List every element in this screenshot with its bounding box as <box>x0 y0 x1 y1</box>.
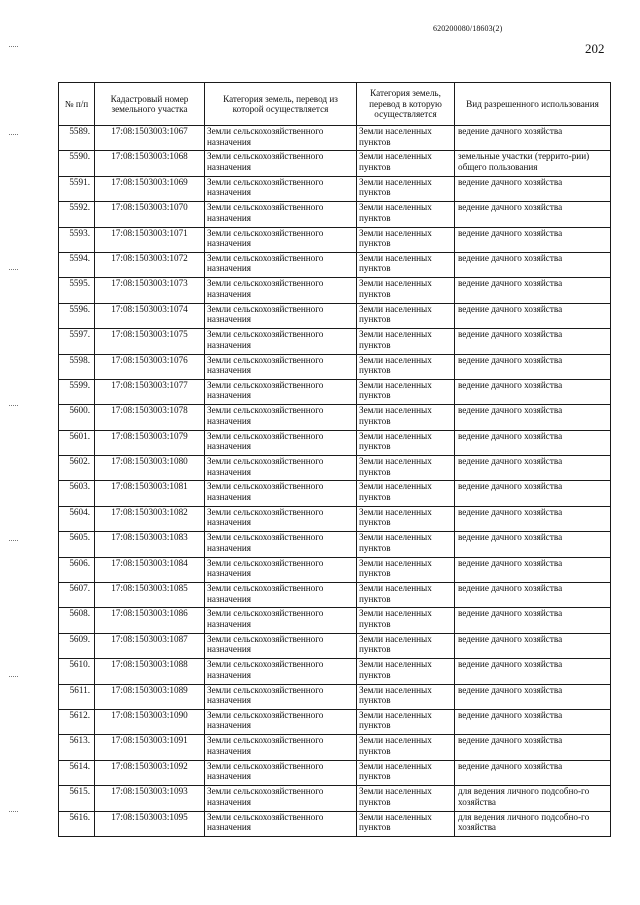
permitted-use: ведение дачного хозяйства <box>455 202 611 227</box>
table-row <box>59 202 611 227</box>
category-from: Земли сельскохозяйственного назначения <box>205 252 357 277</box>
row-number: 5597. <box>59 329 95 354</box>
cadastral-number: 17:08:1503003:1075 <box>95 329 205 354</box>
row-number: 5612. <box>59 709 95 734</box>
row-number: 5608. <box>59 608 95 633</box>
table-row <box>59 151 611 176</box>
category-from: Земли сельскохозяйственного назначения <box>205 227 357 252</box>
table-row <box>59 659 611 684</box>
table-row <box>59 176 611 201</box>
cadastral-number: 17:08:1503003:1092 <box>95 760 205 785</box>
category-from: Земли сельскохозяйственного назначения <box>205 151 357 176</box>
category-to: Земли населенных пунктов <box>357 176 455 201</box>
category-from: Земли сельскохозяйственного назначения <box>205 354 357 379</box>
category-to: Земли населенных пунктов <box>357 532 455 557</box>
row-number: 5594. <box>59 252 95 277</box>
category-from: Земли сельскохозяйственного назначения <box>205 608 357 633</box>
category-to: Земли населенных пунктов <box>357 405 455 430</box>
row-number: 5605. <box>59 532 95 557</box>
category-to: Земли населенных пунктов <box>357 633 455 658</box>
permitted-use: ведение дачного хозяйства <box>455 278 611 303</box>
permitted-use: ведение дачного хозяйства <box>455 557 611 582</box>
permitted-use: ведение дачного хозяйства <box>455 456 611 481</box>
category-from: Земли сельскохозяйственного назначения <box>205 735 357 760</box>
permitted-use: ведение дачного хозяйства <box>455 506 611 531</box>
permitted-use: ведение дачного хозяйства <box>455 176 611 201</box>
row-number: 5593. <box>59 227 95 252</box>
category-to: Земли населенных пунктов <box>357 430 455 455</box>
row-number: 5591. <box>59 176 95 201</box>
permitted-use: ведение дачного хозяйства <box>455 709 611 734</box>
cadastral-number: 17:08:1503003:1069 <box>95 176 205 201</box>
permitted-use: ведение дачного хозяйства <box>455 633 611 658</box>
row-number: 5603. <box>59 481 95 506</box>
header-permitted-use: Вид разрешенного использования <box>455 83 611 126</box>
category-from: Земли сельскохозяйственного назначения <box>205 202 357 227</box>
page-number: 202 <box>585 41 605 56</box>
category-to: Земли населенных пунктов <box>357 786 455 811</box>
table-header-row <box>59 83 611 126</box>
table-row <box>59 735 611 760</box>
row-number: 5615. <box>59 786 95 811</box>
row-number: 5604. <box>59 506 95 531</box>
cadastral-number: 17:08:1503003:1079 <box>95 430 205 455</box>
cadastral-number: 17:08:1503003:1072 <box>95 252 205 277</box>
category-to: Земли населенных пунктов <box>357 329 455 354</box>
table-row <box>59 126 611 151</box>
permitted-use: ведение дачного хозяйства <box>455 760 611 785</box>
category-from: Земли сельскохозяйственного назначения <box>205 481 357 506</box>
row-number: 5599. <box>59 379 95 404</box>
category-from: Земли сельскохозяйственного назначения <box>205 456 357 481</box>
cadastral-number: 17:08:1503003:1082 <box>95 506 205 531</box>
row-number: 5596. <box>59 303 95 328</box>
category-from: Земли сельскохозяйственного назначения <box>205 176 357 201</box>
row-number: 5600. <box>59 405 95 430</box>
cadastral-number: 17:08:1503003:1078 <box>95 405 205 430</box>
table-row <box>59 608 611 633</box>
row-number: 5592. <box>59 202 95 227</box>
margin-mark <box>9 405 18 407</box>
category-from: Земли сельскохозяйственного назначения <box>205 760 357 785</box>
category-from: Земли сельскохозяйственного назначения <box>205 811 357 836</box>
table-row <box>59 481 611 506</box>
category-from: Земли сельскохозяйственного назначения <box>205 126 357 151</box>
table-row <box>59 506 611 531</box>
cadastral-number: 17:08:1503003:1088 <box>95 659 205 684</box>
permitted-use: ведение дачного хозяйства <box>455 532 611 557</box>
category-to: Земли населенных пунктов <box>357 354 455 379</box>
category-from: Земли сельскохозяйственного назначения <box>205 430 357 455</box>
permitted-use: ведение дачного хозяйства <box>455 405 611 430</box>
category-from: Земли сельскохозяйственного назначения <box>205 557 357 582</box>
category-to: Земли населенных пунктов <box>357 202 455 227</box>
table-row <box>59 583 611 608</box>
header-category-to: Категория земель, перевод в которую осуществляется <box>357 83 455 126</box>
category-to: Земли населенных пунктов <box>357 760 455 785</box>
category-to: Земли населенных пунктов <box>357 557 455 582</box>
cadastral-number: 17:08:1503003:1083 <box>95 532 205 557</box>
cadastral-number: 17:08:1503003:1086 <box>95 608 205 633</box>
cadastral-number: 17:08:1503003:1090 <box>95 709 205 734</box>
category-to: Земли населенных пунктов <box>357 379 455 404</box>
header-cadastral: Кадастровый номер земельного участка <box>95 83 205 126</box>
category-to: Земли населенных пунктов <box>357 227 455 252</box>
category-from: Земли сельскохозяйственного назначения <box>205 633 357 658</box>
permitted-use: для ведения личного подсобно-го хозяйства <box>455 786 611 811</box>
table-row <box>59 557 611 582</box>
table-row <box>59 532 611 557</box>
category-from: Земли сельскохозяйственного назначения <box>205 709 357 734</box>
category-to: Земли населенных пунктов <box>357 278 455 303</box>
category-from: Земли сельскохозяйственного назначения <box>205 786 357 811</box>
table-row <box>59 354 611 379</box>
cadastral-number: 17:08:1503003:1071 <box>95 227 205 252</box>
cadastral-number: 17:08:1503003:1081 <box>95 481 205 506</box>
permitted-use: ведение дачного хозяйства <box>455 227 611 252</box>
permitted-use: для ведения личного подсобно-го хозяйства <box>455 811 611 836</box>
cadastral-number: 17:08:1503003:1067 <box>95 126 205 151</box>
document-id: 620200080/18603(2) <box>433 24 503 33</box>
header-category-from: Категория земель, перевод из которой осуществляется <box>205 83 357 126</box>
category-from: Земли сельскохозяйственного назначения <box>205 532 357 557</box>
table-row <box>59 709 611 734</box>
table-row <box>59 278 611 303</box>
table-row <box>59 684 611 709</box>
category-to: Земли населенных пунктов <box>357 659 455 684</box>
cadastral-number: 17:08:1503003:1068 <box>95 151 205 176</box>
category-to: Земли населенных пунктов <box>357 506 455 531</box>
category-to: Земли населенных пунктов <box>357 303 455 328</box>
table-row <box>59 405 611 430</box>
cadastral-number: 17:08:1503003:1070 <box>95 202 205 227</box>
category-to: Земли населенных пунктов <box>357 735 455 760</box>
table-row <box>59 811 611 836</box>
margin-mark <box>9 811 18 813</box>
category-to: Земли населенных пунктов <box>357 456 455 481</box>
category-from: Земли сельскохозяйственного назначения <box>205 405 357 430</box>
table-row <box>59 379 611 404</box>
row-number: 5602. <box>59 456 95 481</box>
row-number: 5609. <box>59 633 95 658</box>
permitted-use: ведение дачного хозяйства <box>455 303 611 328</box>
row-number: 5601. <box>59 430 95 455</box>
permitted-use: земельные участки (террито-рии) общего пользования <box>455 151 611 176</box>
cadastral-number: 17:08:1503003:1084 <box>95 557 205 582</box>
land-registry-table <box>58 82 611 837</box>
category-from: Земли сельскохозяйственного назначения <box>205 684 357 709</box>
row-number: 5616. <box>59 811 95 836</box>
margin-mark <box>9 269 18 271</box>
row-number: 5589. <box>59 126 95 151</box>
cadastral-number: 17:08:1503003:1087 <box>95 633 205 658</box>
table-row <box>59 303 611 328</box>
category-from: Земли сельскохозяйственного назначения <box>205 506 357 531</box>
row-number: 5611. <box>59 684 95 709</box>
cadastral-number: 17:08:1503003:1080 <box>95 456 205 481</box>
category-to: Земли населенных пунктов <box>357 583 455 608</box>
category-to: Земли населенных пунктов <box>357 709 455 734</box>
margin-mark <box>9 46 18 48</box>
permitted-use: ведение дачного хозяйства <box>455 329 611 354</box>
cadastral-number: 17:08:1503003:1073 <box>95 278 205 303</box>
permitted-use: ведение дачного хозяйства <box>455 583 611 608</box>
cadastral-number: 17:08:1503003:1077 <box>95 379 205 404</box>
cadastral-number: 17:08:1503003:1091 <box>95 735 205 760</box>
category-from: Земли сельскохозяйственного назначения <box>205 379 357 404</box>
permitted-use: ведение дачного хозяйства <box>455 608 611 633</box>
margin-mark <box>9 540 18 542</box>
cadastral-number: 17:08:1503003:1085 <box>95 583 205 608</box>
table-row <box>59 786 611 811</box>
category-from: Земли сельскохозяйственного назначения <box>205 659 357 684</box>
category-to: Земли населенных пунктов <box>357 608 455 633</box>
cadastral-number: 17:08:1503003:1074 <box>95 303 205 328</box>
cadastral-number: 17:08:1503003:1089 <box>95 684 205 709</box>
category-to: Земли населенных пунктов <box>357 126 455 151</box>
permitted-use: ведение дачного хозяйства <box>455 481 611 506</box>
margin-mark <box>9 676 18 678</box>
category-from: Земли сельскохозяйственного назначения <box>205 278 357 303</box>
row-number: 5607. <box>59 583 95 608</box>
row-number: 5610. <box>59 659 95 684</box>
category-to: Земли населенных пунктов <box>357 811 455 836</box>
margin-mark <box>9 134 18 136</box>
permitted-use: ведение дачного хозяйства <box>455 659 611 684</box>
row-number: 5595. <box>59 278 95 303</box>
row-number: 5614. <box>59 760 95 785</box>
permitted-use: ведение дачного хозяйства <box>455 684 611 709</box>
table-row <box>59 633 611 658</box>
cadastral-number: 17:08:1503003:1093 <box>95 786 205 811</box>
table-row <box>59 227 611 252</box>
row-number: 5590. <box>59 151 95 176</box>
table-row <box>59 329 611 354</box>
category-from: Земли сельскохозяйственного назначения <box>205 329 357 354</box>
table-row <box>59 430 611 455</box>
table-row <box>59 252 611 277</box>
permitted-use: ведение дачного хозяйства <box>455 354 611 379</box>
permitted-use: ведение дачного хозяйства <box>455 430 611 455</box>
category-to: Земли населенных пунктов <box>357 151 455 176</box>
permitted-use: ведение дачного хозяйства <box>455 252 611 277</box>
cadastral-number: 17:08:1503003:1095 <box>95 811 205 836</box>
header-num: № п/п <box>59 83 95 126</box>
permitted-use: ведение дачного хозяйства <box>455 379 611 404</box>
category-from: Земли сельскохозяйственного назначения <box>205 583 357 608</box>
row-number: 5598. <box>59 354 95 379</box>
category-from: Земли сельскохозяйственного назначения <box>205 303 357 328</box>
table-row <box>59 760 611 785</box>
table-row <box>59 456 611 481</box>
row-number: 5606. <box>59 557 95 582</box>
cadastral-number: 17:08:1503003:1076 <box>95 354 205 379</box>
category-to: Земли населенных пунктов <box>357 684 455 709</box>
row-number: 5613. <box>59 735 95 760</box>
permitted-use: ведение дачного хозяйства <box>455 735 611 760</box>
category-to: Земли населенных пунктов <box>357 252 455 277</box>
category-to: Земли населенных пунктов <box>357 481 455 506</box>
permitted-use: ведение дачного хозяйства <box>455 126 611 151</box>
